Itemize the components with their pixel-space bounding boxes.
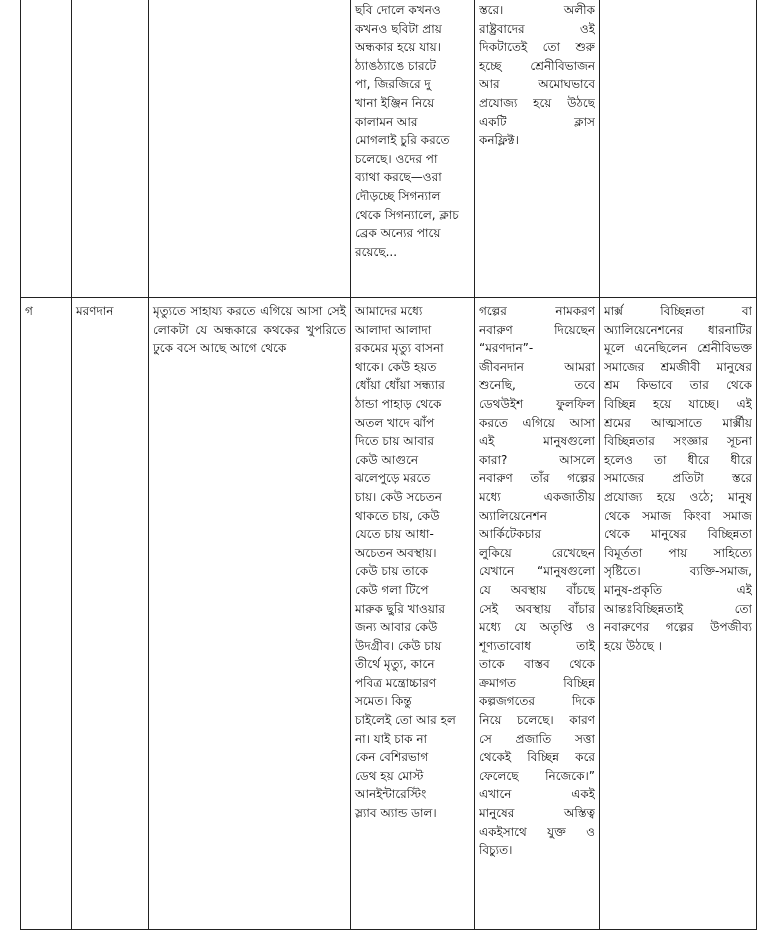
text-line: দৌড়চ্ছে সিগন্যাল bbox=[355, 188, 441, 203]
text-line: অচেতন অবস্থায়। bbox=[355, 545, 437, 560]
table-row bbox=[21, 0, 757, 298]
text-line: মূলে এনেছিলেন শ্রেনীবিভক্ত bbox=[604, 341, 752, 356]
text-line: চাইলেই তো আর হল bbox=[355, 713, 456, 728]
text-line: আনইন্টারেস্টিং bbox=[355, 787, 427, 802]
text-line: শ্রম কিভাবে তার থেকে bbox=[604, 378, 752, 393]
literature-analysis-table bbox=[20, 0, 757, 930]
text-line: একটি ক্লাস bbox=[479, 114, 595, 129]
text-line: সমাজের প্রতিটা স্তরে bbox=[604, 471, 752, 486]
text-line: পবিত্র মন্ত্রোচ্চারণ bbox=[355, 675, 437, 690]
text-line: চায়। কেউ সচেতন bbox=[355, 489, 442, 504]
text-line: না। যাই চাক না bbox=[355, 731, 428, 746]
text-line: বিচ্ছিন্ন হয়ে যাচ্ছে। এই bbox=[604, 396, 752, 411]
text-line: মোগলাই চুরি করতে bbox=[355, 133, 450, 148]
text-line: তাকে বাস্তব থেকে bbox=[479, 657, 595, 672]
text-line: উদগ্রীব। কেউ চায় bbox=[355, 638, 442, 653]
text-line: খানা ইঞ্জিন নিয়ে bbox=[355, 95, 435, 110]
table-row bbox=[21, 298, 757, 930]
text-line: আর অমোঘভাবে bbox=[479, 77, 595, 92]
text-line: দিকটাতেই তো শুরু bbox=[479, 40, 595, 55]
text-line: নবারুণের গল্পের উপজীব্য bbox=[604, 620, 752, 635]
cell-analysis bbox=[475, 298, 600, 930]
text-line: শুনেছি, তবে bbox=[479, 378, 595, 393]
text-line: সে প্রজাতি সত্তা bbox=[479, 731, 595, 746]
text-line: ঝলেপুড়ে মরতে bbox=[355, 471, 431, 486]
text-line: মারুক ছুরি খাওয়ার bbox=[355, 601, 446, 616]
text-line: থেকেই বিচ্ছিন্ন করে bbox=[479, 750, 595, 765]
text-line: কালামন আর bbox=[355, 114, 418, 129]
text-line: কনফ্লিক্ট। bbox=[479, 133, 519, 148]
text-line: রয়েছে... bbox=[355, 244, 398, 259]
text-line: যে অবস্থায় বাঁচছে bbox=[479, 582, 595, 597]
text-line: করতে এগিয়ে আসা bbox=[479, 415, 595, 430]
text-line: সেই অবস্থায় বাঁচার bbox=[479, 601, 595, 616]
text-line: মধ্যে যে অতৃপ্তি ও bbox=[479, 620, 595, 635]
text-line: শ্রমের আত্মসাতে মার্ক্সীয় bbox=[604, 415, 752, 430]
text-line: যেতে চায় আধা- bbox=[355, 527, 434, 542]
text-line: ব্রেক অন্যের পায়ে bbox=[355, 226, 441, 241]
text-line: কখনও ছবিটা প্রায় bbox=[355, 21, 442, 36]
text-line: কেউ গলা টিপে bbox=[355, 582, 429, 597]
text-line: হয়ে উঠছে । bbox=[604, 638, 662, 653]
text-line: বিমূর্ততা পায় সাহিত্যে bbox=[604, 545, 752, 560]
text-line: চলেছে। ওদের পা bbox=[355, 151, 438, 166]
cell-story-title bbox=[72, 0, 149, 298]
cell-serial bbox=[21, 0, 72, 298]
text-line: কেউ চায় তাকে bbox=[355, 564, 428, 579]
text-line: ঠান্ডা পাহাড় থেকে bbox=[355, 396, 442, 411]
text-line: বিচ্ছিন্নতার সংজ্ঞার সূচনা bbox=[604, 434, 752, 449]
text-line: অন্ধকার হয়ে যায়। bbox=[355, 40, 441, 55]
text-line: আর্কিটেকচার bbox=[479, 527, 542, 542]
text-line: অ্যালিয়েনেশনের ধারনাটির bbox=[604, 322, 752, 337]
text-line: ঠ্যাঙঠ্যাঙে চারটে bbox=[355, 58, 436, 73]
text-line: স্তরে। অলীক bbox=[479, 3, 595, 17]
text-line: আমাদের মধ্যে bbox=[355, 304, 423, 318]
text-line: পা, জিরজিরে দু bbox=[355, 77, 431, 92]
text-line: ডেথ হয় মোস্ট bbox=[355, 768, 424, 783]
text-line: এখানে একই bbox=[479, 787, 595, 802]
text-line: “মরণদান”- bbox=[479, 341, 534, 356]
text-line: অ্যালিয়েনেশন bbox=[479, 508, 547, 523]
text-line: একইসাথে যুক্ত ও bbox=[479, 824, 595, 839]
cell-excerpt bbox=[351, 0, 475, 298]
text-line: রাষ্ট্রবাদের ওই bbox=[479, 21, 595, 36]
text-line: জন্য আবার কেউ bbox=[355, 620, 438, 635]
text-line: ফেলেছে নিজেকে।” bbox=[479, 768, 595, 783]
text-line: কল্পজগতের দিকে bbox=[479, 694, 595, 709]
text-line: থেকে সিগন্যালে, ক্লাচ bbox=[355, 207, 459, 222]
text-line: তীর্থে মৃত্যু, কানে bbox=[355, 657, 435, 672]
cell-excerpt bbox=[351, 298, 475, 930]
text-line: প্রযোজ্য হয়ে ওঠে; মানুষ bbox=[604, 489, 752, 504]
text-line: নিয়ে চলেছে। কারণ bbox=[479, 713, 595, 728]
cell-character: মৃত্যুতে সাহায্য করতে এগিয়ে আসা সেই লোকটা যে অন্ধকারে কথকের খুপরিতে ঢুকে বসে আছে আগে থেকে bbox=[149, 298, 351, 930]
text-line: সমাজের শ্রমজীবী মানুষের bbox=[604, 359, 752, 374]
cell-theory bbox=[600, 0, 757, 298]
cell-character bbox=[149, 0, 351, 298]
text-line: কেউ আগুনে bbox=[355, 452, 419, 467]
text-line: আন্তঃবিচ্ছিন্নতাই তো bbox=[604, 601, 752, 616]
text-line: কারা? আসলে bbox=[479, 452, 595, 467]
text-line: যেখানে “মানুষগুলো bbox=[479, 564, 595, 579]
text-line: থাকতে চায়, কেউ bbox=[355, 508, 440, 523]
text-line: জীবনদান আমরা bbox=[479, 359, 595, 374]
text-line: মার্ক্স বিচ্ছিন্নতা বা bbox=[604, 304, 752, 318]
text-line: ধোঁয়া ধোঁয়া সন্ধ্যার bbox=[355, 378, 445, 393]
text-line: মানুষ-প্রকৃতি এই bbox=[604, 582, 752, 597]
text-line: মধ্যে একজাতীয় bbox=[479, 489, 595, 504]
text-line: দিতে চায় আবার bbox=[355, 434, 434, 449]
text-line: থেকে মানুষের বিচ্ছিন্নতা bbox=[604, 527, 752, 542]
text-line: আলাদা আলাদা bbox=[355, 322, 432, 337]
text-line: শূণ্যতাবোধ তাই bbox=[479, 638, 595, 653]
text-line: নবারুণ দিয়েছেন bbox=[479, 322, 595, 337]
text-line: হলেও তা ধীরে ধীরে bbox=[604, 452, 752, 467]
text-line: ডেথউইশ ফুলফিল bbox=[479, 396, 595, 411]
cell-analysis bbox=[475, 0, 600, 298]
text-line: গল্পের নামকরণ bbox=[479, 304, 595, 318]
text-line: থেকে সমাজ কিংবা সমাজ bbox=[604, 508, 752, 523]
text-line: স্ল্যাব অ্যান্ড ডাল। bbox=[355, 806, 437, 821]
text-line: এই মানুষগুলো bbox=[479, 434, 595, 449]
text-line: মানুষের অস্তিত্ব bbox=[479, 806, 595, 821]
cell-story-title: মরণদান bbox=[72, 298, 149, 930]
text-line: নবারুণ তাঁর গল্পের bbox=[479, 471, 595, 486]
text-line: অতল খাদে ঝাঁপ bbox=[355, 415, 435, 430]
text-line: সমেত। কিন্তু bbox=[355, 694, 412, 709]
text-line: ক্রমাগত বিচ্ছিন্ন bbox=[479, 675, 595, 690]
text-line: রকমের মৃত্যু বাসনা bbox=[355, 341, 444, 356]
text-line: সৃষ্টিতে। ব্যক্তি-সমাজ, bbox=[604, 564, 752, 579]
cell-theory bbox=[600, 298, 757, 930]
text-line: থাকে। কেউ হয়ত bbox=[355, 359, 437, 374]
text-line: হচ্ছে শ্রেনীবিভাজন bbox=[479, 58, 595, 73]
text-line: প্রযোজ্য হয়ে উঠছে bbox=[479, 95, 595, 110]
text-line: ছবি দোলে কখনও bbox=[355, 3, 441, 17]
text-line: কেন বেশিরভাগ bbox=[355, 750, 429, 765]
text-line: ব্যাথা করছে—ওরা bbox=[355, 170, 442, 185]
text-line: লুকিয়ে রেখেছেন bbox=[479, 545, 595, 560]
text-line: বিচ্যুত। bbox=[479, 843, 513, 858]
cell-serial: গ bbox=[21, 298, 72, 930]
